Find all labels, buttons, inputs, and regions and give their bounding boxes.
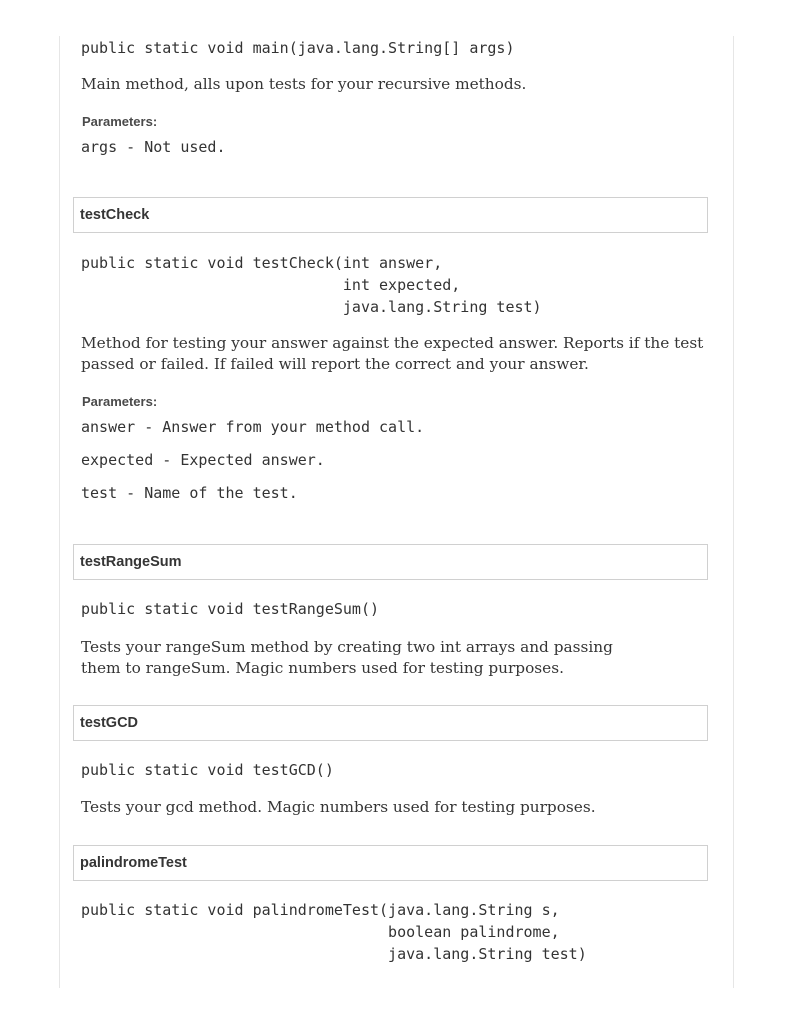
testcheck-param-answer: answer - Answer from your method call. — [81, 418, 425, 436]
main-param-args: args - Not used. — [81, 138, 226, 156]
testrangesum-signature: public static void testRangeSum() — [81, 600, 380, 618]
section-header-palindrometest — [73, 845, 708, 881]
section-header-testcheck — [73, 197, 708, 233]
section-title: testGCD — [80, 715, 139, 731]
section-title: palindromeTest — [80, 855, 187, 871]
main-params-label: Parameters: — [82, 114, 158, 129]
section-header-testgcd — [73, 705, 708, 741]
main-description: Main method, alls upon tests for your recursive methods. — [81, 75, 527, 93]
testcheck-description: Method for testing your answer against the expected answer. Reports if the test passed or failed. If failed will report the correct and your answer. — [81, 334, 704, 373]
testgcd-signature: public static void testGCD() — [81, 761, 334, 779]
testcheck-params-label: Parameters: — [82, 394, 158, 409]
testcheck-param-expected: expected - Expected answer. — [81, 451, 325, 469]
palindrometest-signature: public static void palindromeTest(java.lang.String s, boolean palindrome, java.lang.String test) — [81, 901, 587, 963]
testgcd-description: Tests your gcd method. Magic numbers used for testing purposes. — [81, 798, 596, 816]
testcheck-signature: public static void testCheck(int answer, int expected, java.lang.String test) — [81, 254, 542, 316]
javadoc-page — [59, 36, 734, 988]
section-title: testCheck — [80, 207, 150, 223]
section-title: testRangeSum — [80, 554, 182, 570]
testrangesum-description: Tests your rangeSum method by creating two int arrays and passing them to rangeSum. Magic numbers used for testing purposes. — [81, 638, 613, 677]
main-signature: public static void main(java.lang.String[] args) — [81, 39, 515, 57]
testcheck-param-test: test - Name of the test. — [81, 484, 298, 502]
section-header-testrangesum — [73, 544, 708, 580]
